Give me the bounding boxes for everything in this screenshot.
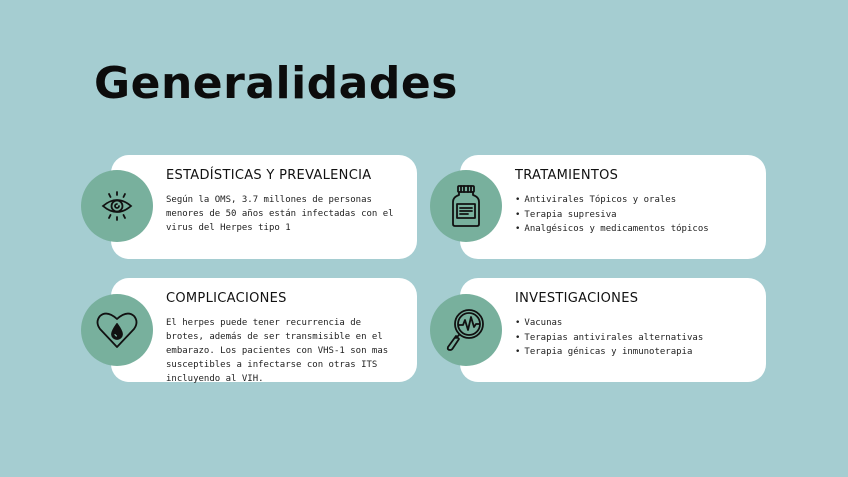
- card-list: [515, 316, 755, 360]
- card-title: ESTADÍSTICAS Y PREVALENCIA: [166, 168, 372, 183]
- card-title: INVESTIGACIONES: [515, 291, 639, 306]
- card-text: Según la OMS, 3.7 millones de personas menores de 50 años están infectadas con el virus del Herpes tipo 1: [166, 195, 394, 233]
- list-item: • Analgésicos y medicamentos tópicos: [515, 222, 755, 237]
- list-item: • Antivirales Tópicos y orales: [515, 193, 755, 208]
- card-text: El herpes puede tener recurrencia de brotes, además de ser transmisible en el embarazo. Los pacientes con VHS-1 son mas susceptibles a infectarse con otras ITS incluyendo al VIH.: [166, 318, 389, 384]
- card-tratamientos: [460, 155, 766, 259]
- list-item: • Terapia génicas y inmunoterapia: [515, 345, 755, 360]
- list-item: • Terapia supresiva: [515, 208, 755, 223]
- heart-drop-icon: [81, 294, 153, 366]
- card-title: COMPLICACIONES: [166, 291, 287, 306]
- page-title: Generalidades: [94, 58, 458, 109]
- card-title: TRATAMIENTOS: [515, 168, 619, 183]
- eye-icon: [81, 170, 153, 242]
- list-item: • Terapias antivirales alternativas: [515, 331, 755, 346]
- list-item: • Vacunas: [515, 316, 755, 331]
- card-estadisticas: [111, 155, 417, 259]
- medicine-bottle-icon: [430, 170, 502, 242]
- magnifier-pulse-icon: [430, 294, 502, 366]
- card-investigaciones: [460, 278, 766, 382]
- card-complicaciones: [111, 278, 417, 382]
- card-list: [515, 193, 755, 237]
